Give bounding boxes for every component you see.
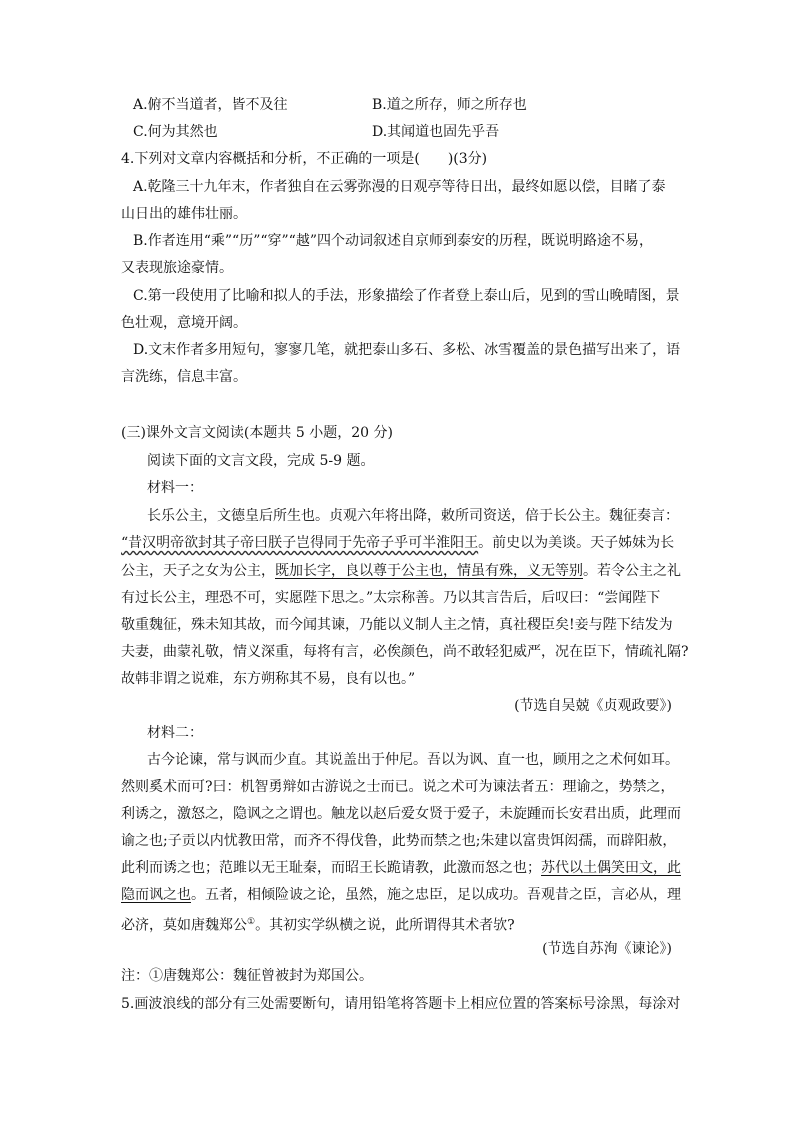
option-c: C.何为其然也: [133, 124, 218, 140]
material-2-source: (节选自苏洵《谏论》): [542, 941, 672, 957]
option-a: A.俯不当道者，皆不及往: [133, 97, 288, 113]
footnote: 注：①唐魏郑公：魏征曾被封为郑国公。: [121, 968, 373, 984]
material-2-line4: 谕之也;子贡以内忧教田常，而齐不得伐鲁，此势而禁之也;朱建以富贵饵闳孺，而辟阳赦，: [121, 833, 677, 849]
text-segment: 公主，天子之女为公主，: [121, 563, 275, 579]
wavy-underlined-text: “昔汉明帝欲封其子帝曰朕子岂得同于先帝子乎可半淮阳王: [121, 535, 479, 551]
q4-option-b-line1: B.作者连用“乘”“历”“穿”“越”四个动词叙述自京师到泰安的历程，既说明路途不易，: [133, 233, 653, 249]
option-b: B.道之所存，师之所存也: [372, 97, 527, 113]
material-1-line6: 夫妻，曲蒙礼敬，情义深重，每将有言，必俟颜色，尚不敢轻犯威严，况在臣下，情疏礼隔?: [121, 644, 689, 660]
material-1-line7: 故韩非谓之说难，东方朔称其不易，良有以也。”: [121, 671, 416, 687]
underlined-sentence: 隐而讽之也: [121, 887, 191, 903]
material-2-line7: [121, 912, 515, 936]
option-d: D.其闻道也固先乎吾: [372, 124, 500, 140]
q4-option-b-line2: 又表现旅途豪情。: [121, 260, 233, 276]
material-1-line2: [121, 533, 674, 553]
material-2-line6: [121, 885, 681, 905]
question-5-stem: 5.画波浪线的部分有三处需要断句，请用铅笔将答题卡上相应位置的答案标号涂黑，每涂对: [121, 996, 681, 1012]
section-heading: (三)课外文言文阅读(本题共 5 小题，20 分): [121, 425, 393, 441]
material-2-label: 材料二：: [147, 725, 203, 741]
text-segment: 必济，莫如唐魏郑公: [121, 917, 247, 934]
q4-option-d-line1: D.文末作者多用短句，寥寥几笔，就把泰山多石、多松、冰雪覆盖的景色描写出来了，语: [133, 342, 681, 358]
q4-option-a-line2: 山日出的雄伟壮丽。: [121, 206, 247, 222]
material-1-source: (节选自吴兢《贞观政要》): [514, 698, 672, 714]
material-1-label: 材料一：: [147, 480, 203, 496]
material-2-line3: 利诱之，激怒之，隐讽之之谓也。触龙以赵后爱女贤于爱子，未旋踵而长安君出质，此理而: [121, 806, 681, 822]
material-2-line2: 然则奚术而可?曰：机智勇辩如古游说之士而已。说之术可为谏法者五：理谕之，势禁之，: [121, 779, 675, 795]
q4-option-c-line2: 色壮观，意境开阔。: [121, 315, 247, 331]
text-segment: 。其初实学纵横之说，此所谓得其术者欤?: [255, 917, 515, 934]
footnote-marker: ①: [247, 917, 256, 927]
material-1-line3: [121, 561, 681, 581]
material-2-line5: [121, 858, 681, 878]
text-segment: 此利而诱之也；范雎以无王耻秦，而昭王长跪请教，此激而怒之也；: [121, 860, 541, 876]
underlined-sentence: 苏代以土偶笑田文，此: [541, 860, 681, 876]
text-segment: 。五者，相倾险诐之论，虽然，施之忠臣，足以成功。吾观昔之臣，言必从，理: [191, 887, 681, 903]
material-1-line1: 长乐公主，文德皇后所生也。贞观六年将出降，敕所司资送，倍于长公主。魏征奏言：: [147, 508, 679, 524]
text-segment: 。前史以为美谈。天子姊妹为长: [478, 535, 675, 551]
material-2-line1: 古今论谏，常与讽而少直。其说盖出于仲尼。吾以为讽、直一也，顾用之之术何如耳。: [147, 752, 679, 768]
underlined-sentence: 既加长字，良以尊于公主也，情虽有殊，义无等别: [275, 563, 583, 579]
material-1-line4: 有过长公主，理恐不可，实愿陛下思之。”太宗称善。乃以其言告后，后叹曰：“尝闻陛下: [121, 590, 661, 606]
question-4-stem: 4.下列对文章内容概括和分析，不正确的一项是( )(3分): [121, 151, 488, 167]
q4-option-c-line1: C.第一段使用了比喻和拟人的手法，形象描绘了作者登上泰山后，见到的雪山晚晴图，景: [133, 288, 680, 304]
q4-option-d-line2: 言洗练，信息丰富。: [121, 369, 247, 385]
instruction: 阅读下面的文言文段，完成 5-9 题。: [147, 453, 375, 469]
text-segment: 。若令公主之礼: [583, 563, 681, 579]
q4-option-a-line1: A.乾隆三十九年末，作者独自在云雾弥漫的日观亭等待日出，最终如愿以偿，目睹了泰: [133, 179, 666, 195]
material-1-line5: 敬重魏征，殊未知其故，而今闻其谏，乃能以义制人主之情，真社稷臣矣!妾与陛下结发为: [121, 617, 673, 633]
